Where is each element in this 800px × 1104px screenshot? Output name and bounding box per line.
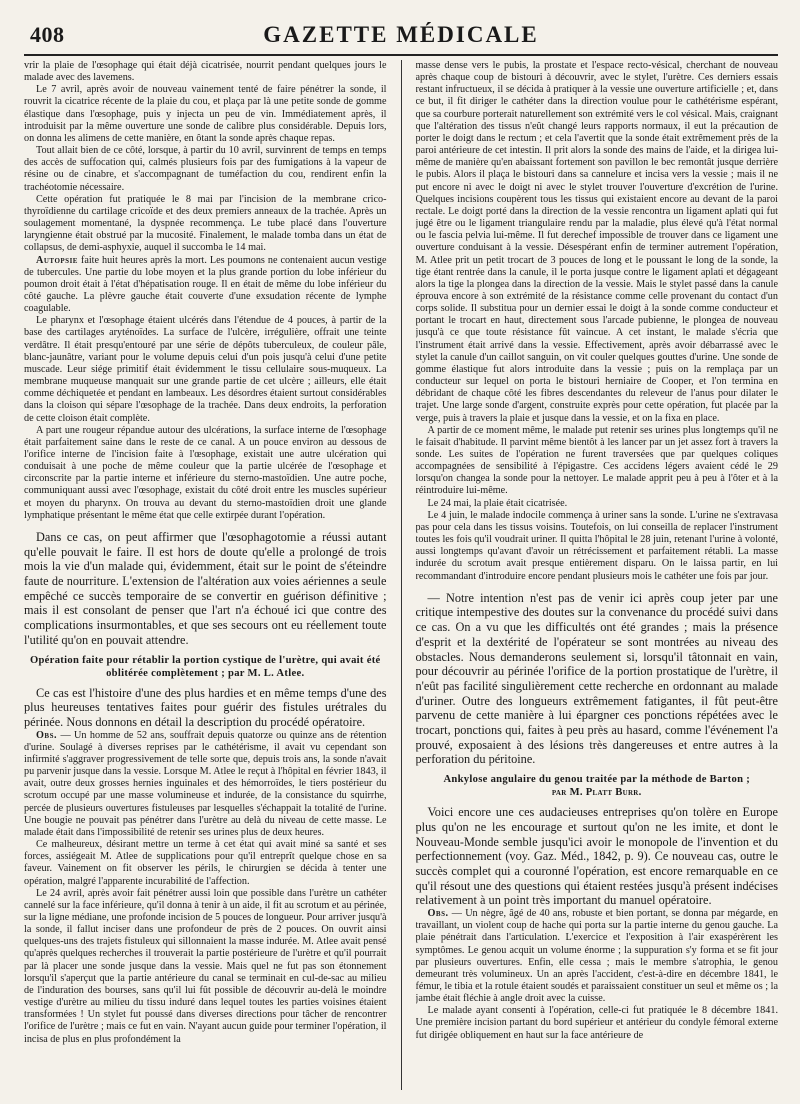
paragraph: masse dense vers le pubis, la prostate et l'espace recto-vésical, cherchant de nouveau après chaque coup de bistouri à découvrir, avec le stylet, l'urètre. Ces derniers essais restant infructueux, il se décida à pratiquer à la vessie une ouverture artificielle ; et, dans ce but, il fit diriger le cathéter dans la direction voulue pour le cathétérisme espérant, que sa courbure porterait naturellement son extrémité vers le col vésical. Mais, craignant que l'altération des tissus n'eût changé leurs rapports normaux, il eut la précaution de porter le doigt dans le rectum ; et cela l'avertit que la sonde était extrêmement près de la paroi antérieure de cet intestin. Il prit alors la sonde des mains de l'aide, et la dirigea lui-même de manière qu'en abaissant fortement son pavillon le bec remontât jusque derrière le pubis. Alors il plaça le bistouri dans sa cannelure et incisa vers la vessie ; mais il ne put encore ni avec le doigt ni avec le stylet trouver l'ouverture d'excrétion de l'urine. Quelques incisions coupèrent tous les tissus qui existaient encore au devant de la paroi rectale. Le doigt porté dans la direction de la vessie rencontra un ligament aplati qui fut jugé être ou le ligament triangulaire rendu par la maladie, plus élevé qu'à l'état normal ou le fascia pelvia lui-même. Il fut derechef impossible de trouver dans ce ligament une ouverture conduisant à la vessie. Désespérant enfin de terminer autrement l'opération, M. Atlee prit un petit trocart de 3 pouces de long et le poussant le long de la sonde, la tige étant rentrée dans la canule, il le porta jusque contre le ligament aplati et dégageant alors la tige la plongea dans la direction de la vessie. Mais le stylet passé dans la canule éprouva encore à son extrémité de la résistance comme celle provenant du contact d'un corps solide. Il substitua pour un dernier essai le doigt à la sonde comme conducteur et portant le trocart en haut, directement sous l'arcade pubienne, le plongea de nouveau jusqu'à ce que toute résistance fût vaincue. A cet instant, le malade s'écria que l'instrument était arrivé dans la vessie. Effectivement, après avoir débarrassé avec le stylet la canule d'un caillot sanguin, on vit couler quelques gouttes d'urine. Une sonde de gomme élastique fut alors introduite dans la vessie ; puis on la remplaça par un conducteur sur lequel on porta le bistouri herniaire de Cooper, et l'on termina en débridant de chaque côté les fibres descendantes du releveur de l'anus pour dilater le trajet. Une large sonde d'argent, construite exprès pour cette opération, fut placée par la verge, puis à travers la plaie et jusque dans la vessie, et on la fixa en place. — [415, 60, 778, 424]
text-columns — [24, 60, 778, 1090]
paragraph: Le malade ayant consenti à l'opération, celle-ci fut pratiquée le 8 décembre 1841. Une première incision partant du bord supérieur et antérieur du condyle fémoral externe fut dirigée obliquement en haut sur la face antérieure de — [415, 1005, 778, 1041]
journal-title: GAZETTE MÉDICALE — [263, 22, 539, 47]
article-title: Ankylose angulaire du genou traitée par la méthode de Barton ; — [443, 774, 751, 786]
column-divider — [401, 60, 402, 1090]
paragraph: Tout allait bien de ce côté, lorsque, à partir du 10 avril, survinrent de temps en temps des accès de suffocation qui, calmés plusieurs fois par des fumigations à la vapeur de résine ou de cinabre, et s'accompagnant de tuméfaction du cou, rendirent enfin la trachéotomie nécessaire. — [24, 145, 387, 193]
paragraph: Ce cas est l'histoire d'une des plus hardies et en même temps d'une des plus heureuses tentatives faites pour guérir des fistules urétrales du périnée. Nous donnons en détail la description du procédé opératoire. — [24, 685, 387, 729]
paragraph — [416, 908, 779, 1005]
paragraph-text: — Un nègre, âgé de 40 ans, robuste et bien portant, se donna par mégarde, en travaillant, un violent coup de hache qui porta sur la partie interne du genou gauche. La plaie pénétrait dans l'articulation. L'exercice et l'exposition à l'air exaspérèrent les symptômes. Le genou acquit un volume énorme ; la suppuration s'y forma et se fit jour par plusieurs ouvertures. Enfin, elle cessa ; mais le membre s'atrophia, le genou demeurant très volumineux. Un an après l'accident, c'est-à-dire en décembre 1841, le fémur, le tibia et la rotule étaient soudés et paraissaient constituer un seul et même os ; la jambe était fléchie à angle droit avec la cuisse. — [415, 908, 778, 1005]
paragraph: Voici encore une ces audacieuses entreprises qu'on tolère en Europe plus qu'on ne les encourage et surtout qu'on ne les imite, et dont le Nouveau-Monde semble jusqu'ici avoir le monopole de l'invention et du perfectionnement (voy. Gaz. Méd., 1842, p. 9). Ce nouveau cas, outre le succès complet qui a couronné l'opération, est encore remarquable en ce qu'il résout une des questions qui étaient restées jusqu'à présent indécises relativement à un point très important du manuel opératoire. — [415, 805, 778, 908]
spacer — [24, 522, 387, 530]
article-heading — [416, 773, 779, 799]
paragraph: — Notre intention n'est pas de venir ici après coup jeter par une critique intempestive des doutes sur la convenance du procédé suivi dans ce cas. On a vu que les difficultés ont été grandes ; mais la présence d'esprit et la dextérité de l'opérateur se sont montrées au niveau des obstacles. Nous demanderons seulement si, lorsqu'il tâtonnait en vain, pour découvrir au périnée l'orifice de la portion prostatique de l'urètre, il n'eût pas facilité singulièrement cette recherche en ordonnant au malade d'uriner. Outre des longueurs extrêmement fatigantes, il fût peut-être parvenu de cette manière à lui épargner ces ponctions répétées avec le trocart, ponctions qui, faites à peu près au hasard, comme l'événement l'a prouvé, exposaient à des lésions très dangereuses et entre autres à la perforation du péritoine. — [415, 590, 778, 767]
paragraph: Le pharynx et l'œsophage étaient ulcérés dans l'étendue de 4 pouces, à partir de la base des cartilages aryténoïdes. La surface de l'ulcère, irrégulière, offrait une teinte verdâtre. Il était presqu'entouré par une série de dépôts tuberculeux, de couleur pâle, blanc-jaunâtre, variant pour le volume depuis celui d'un pois jusqu'à celui d'une petite muscade. Leur siége primitif était évidemment le tissu cellulaire sous-muqueux. La membrane muqueuse manquait sur une grande partie de cet ulcère ; ailleurs, elle était comme déchiquetée et pendant en lambeaux. Les désordres étaient surtout considérables dans la cloison qui sépare l'œsophage de la trachée. Dans deux endroits, la perforation de cette cloison était complète. — [24, 315, 387, 424]
paragraph: Le 24 avril, après avoir fait pénétrer aussi loin que possible dans l'urètre un cathéter cannelé sur la face inférieure, qu'il donna à tenir à un aide, il fit au scrotum et au périnée, sur la ligne médiane, une profonde incision de 5 pouces de longueur. Pour arriver jusqu'à la sonde, il fallut inciser dans une profondeur de près de 2 pouces. On ouvrit ainsi quelques-uns des trajets fistuleux qui sillonnaient la masse indurée. M. Atlee avait pensé qu'après quelques recherches il trouverait la partie postérieure de l'urètre et qu'il pourrait par là placer une sonde jusque dans la vessie. Mais quel ne fut pas son étonnement lorsqu'il s'aperçut que la partie antérieure du canal se terminait en cul-de-sac au milieu de l'induration des bourses, sans qu'il lui fût possible de découvrir au-delà le moindre vestige d'urètre au milieu du tissu induré dans lequel toutes les parties voisines étaient transformées ! Un stylet fut poussé dans diverses directions pour tâcher de rencontrer l'orifice de l'urètre ; mais ce fut en vain. N'ayant aucun guide pour terminer l'opération, il incisa de plus en plus profondément la — [24, 887, 387, 1045]
page-number: 408 — [30, 22, 65, 47]
article-heading: Opération faite pour rétablir la portion cystique de l'urètre, qui avait été oblitérée complètement ; par M. L. Atlee. — [29, 654, 381, 679]
paragraph: Cette opération fut pratiquée le 8 mai par l'incision de la membrane crico-thyroïdienne du cartilage cricoïde et des deux premiers anneaux de la trachée. Après un soulagement momentané, la dyspnée recommença. Le tube placé dans l'ouverture laryngienne était obstrué par la mucosité. Finalement, le malade tomba dans un état de collapsus, de demi-asphyxie, auquel il succomba le 14 mai. — [24, 193, 387, 254]
obs-lead: Obs. — [36, 729, 58, 741]
page-header — [24, 20, 778, 56]
paragraph-text: faite huit heures après la mort. Les poumons ne contenaient aucun vestige de tubercules. Une partie du lobe moyen et la plus grande portion du lobe inférieur du poumon droit était à l'état d'hépatisation rouge. Il en était de même du lobe inférieur du côté gauche. La plèvre gauche était couverte d'une exsudation récente de lymphe coagulable. — [24, 254, 387, 315]
spacer — [416, 583, 779, 591]
paragraph: A part une rougeur répandue autour des ulcérations, la surface interne de l'œsophage était parfaitement saine dans le reste de ce canal. A un pouce environ au dessous de l'orifice interne de l'incision faite à l'œsophage, existait une autre ulcération qui conduisait à une poche de même couleur que la partie ulcérée de l'œsophage et circonscrite par la partie interne et inférieure du sterno-mastoïdien. Une autre poche, communiquant aussi avec l'œsophage, existait du côté droit entre les muscles supérieur et moyen du pharynx. On trouva au devant du sterno-mastoïdien droit une glande lymphatique présentant le même état que celle extirpée durant l'opération. — [24, 424, 387, 521]
paragraph — [24, 255, 387, 316]
paragraph: A partir de ce moment même, le malade put retenir ses urines plus longtemps qu'il ne le faisait d'habitude. Il parvint même bientôt à les lancer par un jet assez fort à travers la sonde. Les suites de l'opération ne furent traversées que par quelques coliques accompagnées de sensibilité à l'épigastre. Ces accidens légers avaient cédé le 29 lorsqu'on changea la sonde pour la nettoyer. Le malade apprit peu à peu à l'ôter et à la réintroduire lui-même. — [415, 424, 778, 497]
paragraph: Ce malheureux, désirant mettre un terme à cet état qui avait miné sa santé et ses forces, assiégeait M. Atlee de supplications pour qu'il entreprît quelque chose en sa faveur. Vainement on fit observer les périls, le chirurgien se décida à tenter une opération, malgré l'apparente incurabilité de l'affection. — [24, 839, 387, 887]
paragraph: Dans ce cas, on peut affirmer que l'œsophagotomie a réussi autant qu'elle pouvait le faire. Il est hors de doute qu'elle a prolongé de trois mois la vie d'un malade qui, évidemment, était sur le point de s'éteindre faute de nourriture. L'extension de l'altération aux voies aériennes a seule empêché ce succès temporaire de se convertir en guérison définitive ; mais il est consolant de penser que l'art n'a échoué ici que contre des complications insurmontables, et que ses secours ont eu réellement toute l'utilité qu'on en pouvait attendre. — [24, 529, 387, 647]
left-column — [24, 60, 387, 1090]
obs-lead: Obs. — [427, 908, 449, 920]
paragraph — [24, 730, 387, 839]
paragraph: Le 7 avril, après avoir de nouveau vainement tenté de faire pénétrer la sonde, il rouvrit la cicatrice récente de la plaie du cou, et plaça par là une petite sonde de gomme élastique dans l'œsophage, puis y injecta un peu de vin. Immédiatement après, il introduisit par la même ouverture une sonde de calibre plus considérable. Depuis lors, on donna les alimens de cette manière, en ôtant la sonde après chaque repas. — [24, 84, 387, 144]
paragraph: vrir la plaie de l'œsophage qui était déjà cicatrisée, nourrit pendant quelques jours le malade avec des lavemens. — [24, 60, 387, 84]
article-author: par M. Platt Burr. — [551, 787, 642, 799]
paragraph-text: — Un homme de 52 ans, souffrait depuis quatorze ou quinze ans de rétention d'urine. Soulagé à diverses reprises par le cathétérisme, il avait vu cependant son infirmité s'aggraver progressivement de telle sorte que, depuis trois ans, la sonde n'avait pu parvenir jusque dans la vessie. Lorsque M. Atlee le reçut à l'hôpital en février 1843, il avait, outre deux grosses hernies inguinales et des hémorroïdes, le tiers postérieur du scrotum occupé par une masse volumineuse et indurée, de la consistance du squirrhe, percée de plusieurs ouvertures fistuleuses par lesquelles s'échappait la totalité de l'urine. Une bougie ne pouvait pas pénétrer dans l'urètre au delà du niveau de cette masse. Le malade était dans l'impossibilité de retenir ses urines plus de deux heures. — [24, 729, 387, 838]
right-column — [416, 60, 779, 1090]
paragraph: Le 24 mai, la plaie était cicatrisée. — [427, 497, 568, 509]
paragraph: Le 4 juin, le malade indocile commença à uriner sans la sonde. L'urine ne s'extravasa pas pour cela dans les tissus voisins. Toutefois, on lui conseilla de replacer l'instrument toutes les fois qu'il voudrait uriner. Il quitta l'hôpital le 28 juin, retenant l'urine à volonté, aussi longtemps qu'avant d'avoir un rétrécissement et parfaitement rétabli. La masse indurée du scrotum avait presque entièrement disparu. On le laissa partir, en lui recommandant d'introduire encore pendant plusieurs mois le cathéter une fois par jour. — [415, 509, 778, 582]
autopsy-lead: Autopsie — [36, 254, 78, 266]
